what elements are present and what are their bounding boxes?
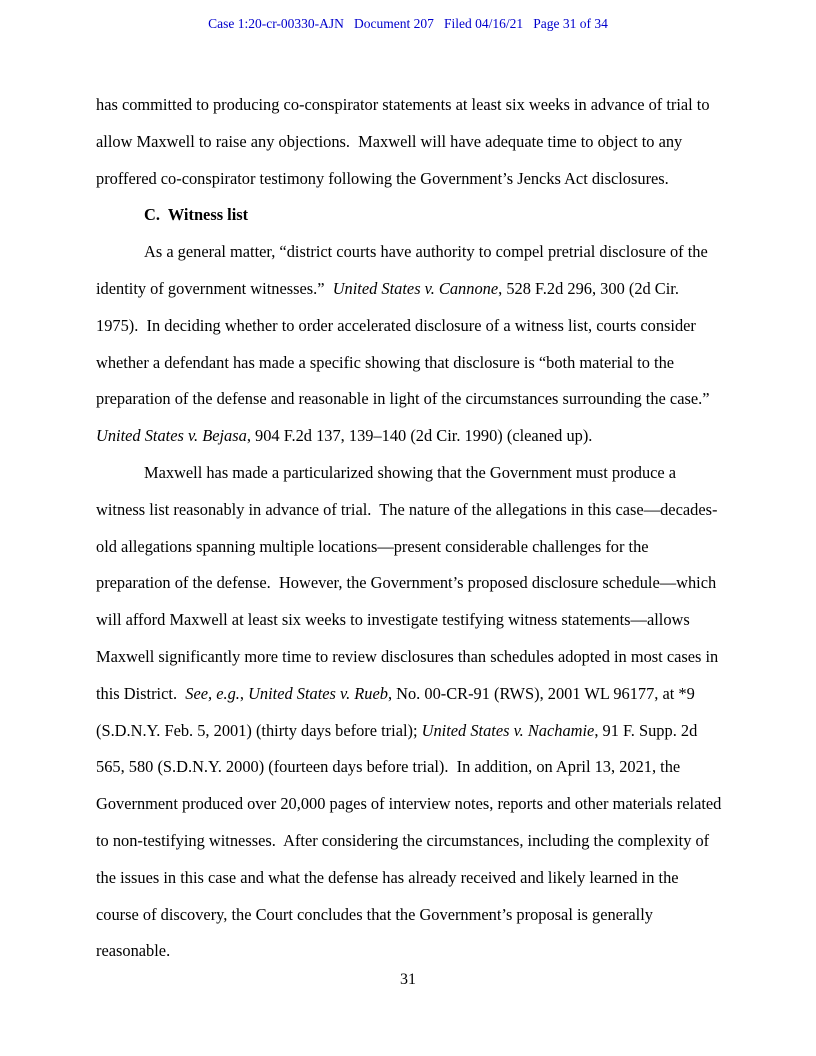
page-number: 31 xyxy=(400,971,416,988)
text-run: See, e.g. xyxy=(185,683,240,703)
text-run: Maxwell has made a particularized showing that the Government must produce a witness list reasonably in advance of trial. The nature of the allegations in this case—decades-old allegations spanning multiple locations—present considerable challenges for the preparation of the defense. However, the Government’s proposed disclosure schedule—which will afford Maxwell at least six weeks to investigate testifying witness statements—allows Maxwell significantly more time to review disclosures than schedules adopted in most cases in this District. xyxy=(96,462,723,703)
paragraph xyxy=(96,455,726,970)
text-run: , xyxy=(239,683,249,703)
document-body xyxy=(96,87,726,970)
text-run: has committed to producing co-conspirator statements at least six weeks in advance of trial to allow Maxwell to raise any objections. Maxwell will have adequate time to object to any proffered co-conspirator testimony following the Government’s Jencks Act disclosures. xyxy=(96,95,714,188)
paragraph xyxy=(96,234,722,455)
case-stamp-header: Case 1:20-cr-00330-AJN Document 207 Filed 04/16/21 Page 31 of 34 xyxy=(208,16,608,31)
text-run: United States v. Bejasa xyxy=(96,426,247,446)
text-run: C. Witness list xyxy=(144,205,249,225)
text-run: United States v. Nachamie xyxy=(421,720,595,740)
paragraph xyxy=(96,87,722,197)
text-run: , 528 F.2d 296, 300 (2d Cir. 1975). In deciding whether to order accelerated disclosure of a witness list, courts consider whether a defendant has made a specific showing that disclosure is “both material to the preparation of the defense and reasonable in light of the circumstances surrounding the case.” xyxy=(96,278,718,409)
text-run: , No. 00-CR-91 (RWS), 2001 WL 96177, at *9 (S.D.N.Y. Feb. 5, 2001) (thirty days before trial); xyxy=(96,683,699,740)
text-run: , 904 F.2d 137, 139–140 (2d Cir. 1990) (cleaned up). xyxy=(246,426,593,446)
text-run: As a general matter, “district courts have authority to compel pretrial disclosure of the identity of government witnesses.” xyxy=(96,242,712,298)
text-run: United States v. Rueb xyxy=(248,683,388,703)
text-run: , 91 F. Supp. 2d 565, 580 (S.D.N.Y. 2000) (fourteen days before trial). In addition, on April 13, 2021, the Government produced over 20,000 pages of interview notes, reports and other materials related to non-testifying witnesses. After considering the circumstances, including the complexity of the issues in this case and what the defense has already received and likely learned in the course of discovery, the Court concludes that the Government’s proposal is generally reasonable. xyxy=(96,720,726,961)
text-run: United States v. Cannone xyxy=(332,278,499,298)
section-heading xyxy=(96,197,722,234)
